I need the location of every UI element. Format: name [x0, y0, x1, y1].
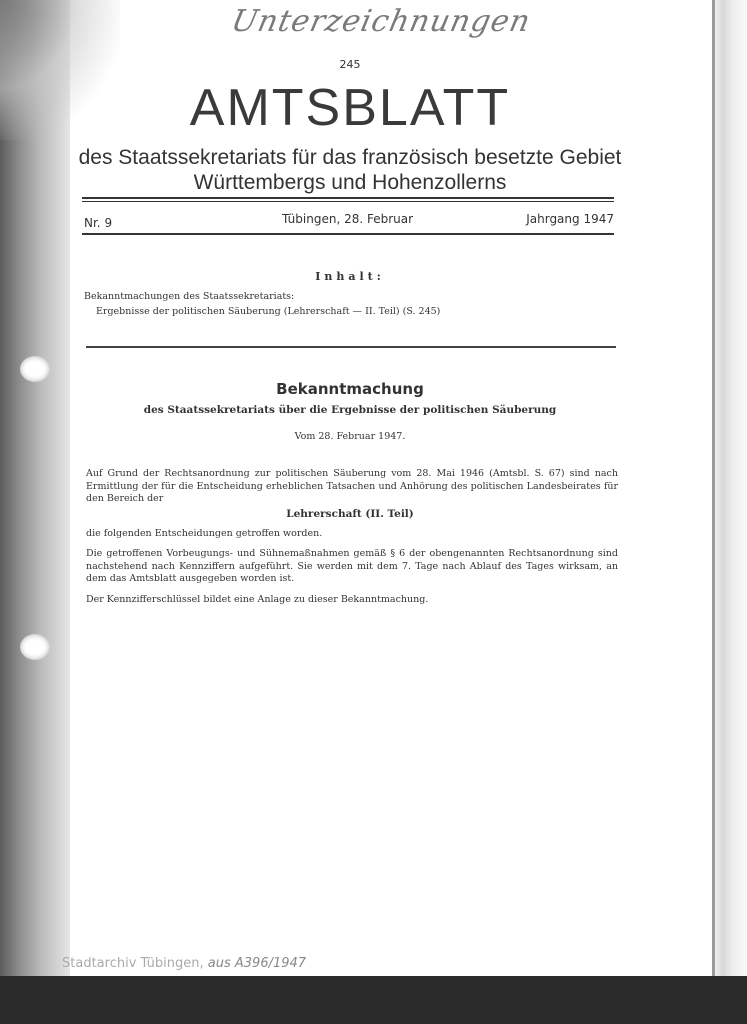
notice-date: Vom 28. Februar 1947.	[294, 431, 406, 442]
page-number: 245	[339, 58, 361, 71]
contents-divider	[86, 346, 616, 348]
notice-paragraph-4: Der Kennzifferschlüssel bildet eine Anlage zu dieser Bekanntmachung.	[86, 594, 429, 605]
archive-stamp	[62, 956, 306, 971]
archive-stamp-printed: Stadtarchiv Tübingen,	[62, 956, 204, 971]
issue-info-row	[84, 212, 614, 230]
contents-item: Ergebnisse der politischen Säuberung (Lehrerschaft — II. Teil) (S. 245)	[96, 306, 441, 317]
masthead-rule-top	[82, 197, 614, 199]
contents-title: Inhalt:	[315, 270, 385, 283]
masthead-rule-bottom	[82, 233, 614, 235]
notice-paragraph-2: die folgenden Entscheidungen getroffen worden.	[86, 528, 323, 539]
masthead-rule-top-thin	[82, 201, 614, 202]
issue-place-date: Tübingen, 28. Februar	[282, 212, 414, 226]
notice-subheading: des Staatssekretariats über die Ergebnisse der politischen Säuberung	[143, 404, 557, 416]
issue-year: Jahrgang 1947	[526, 212, 614, 226]
notice-paragraph-1: Auf Grund der Rechtsanordnung zur politischen Säuberung vom 28. Mai 1946 (Amtsbl. S. 67) sind nach Ermittlung der für die Entscheidung erheblichen Tatsachen und Anhörung des politischen Landesbeirates für den Bereich der	[86, 468, 618, 504]
masthead-subtitle-line2: Württembergs und Hohenzollerns	[193, 171, 507, 194]
issue-number: Nr. 9	[84, 216, 113, 230]
masthead-title: AMTSBLATT	[189, 79, 511, 137]
archive-stamp-handwritten: aus A396/1947	[207, 956, 307, 971]
notice-lehrerschaft: Lehrerschaft (II. Teil)	[286, 508, 414, 520]
notice-paragraph-3: Die getroffenen Vorbeugungs- und Sühnemaßnahmen gemäß § 6 der obengenannten Rechtsanordnung sind nachstehend nach Kennziffern aufgeführt. Sie werden mit dem 7. Tage nach Ablauf des Tages wirksam, an dem das Amtsblatt ausgegeben worden ist.	[86, 548, 618, 584]
notice-heading: Bekanntmachung	[276, 380, 424, 398]
contents-section: Bekanntmachungen des Staatssekretariats:	[84, 291, 295, 302]
masthead-subtitle-line1: des Staatssekretariats für das französisch besetzte Gebiet	[78, 146, 622, 169]
handwritten-note: Unterzeichnungen	[228, 4, 535, 39]
